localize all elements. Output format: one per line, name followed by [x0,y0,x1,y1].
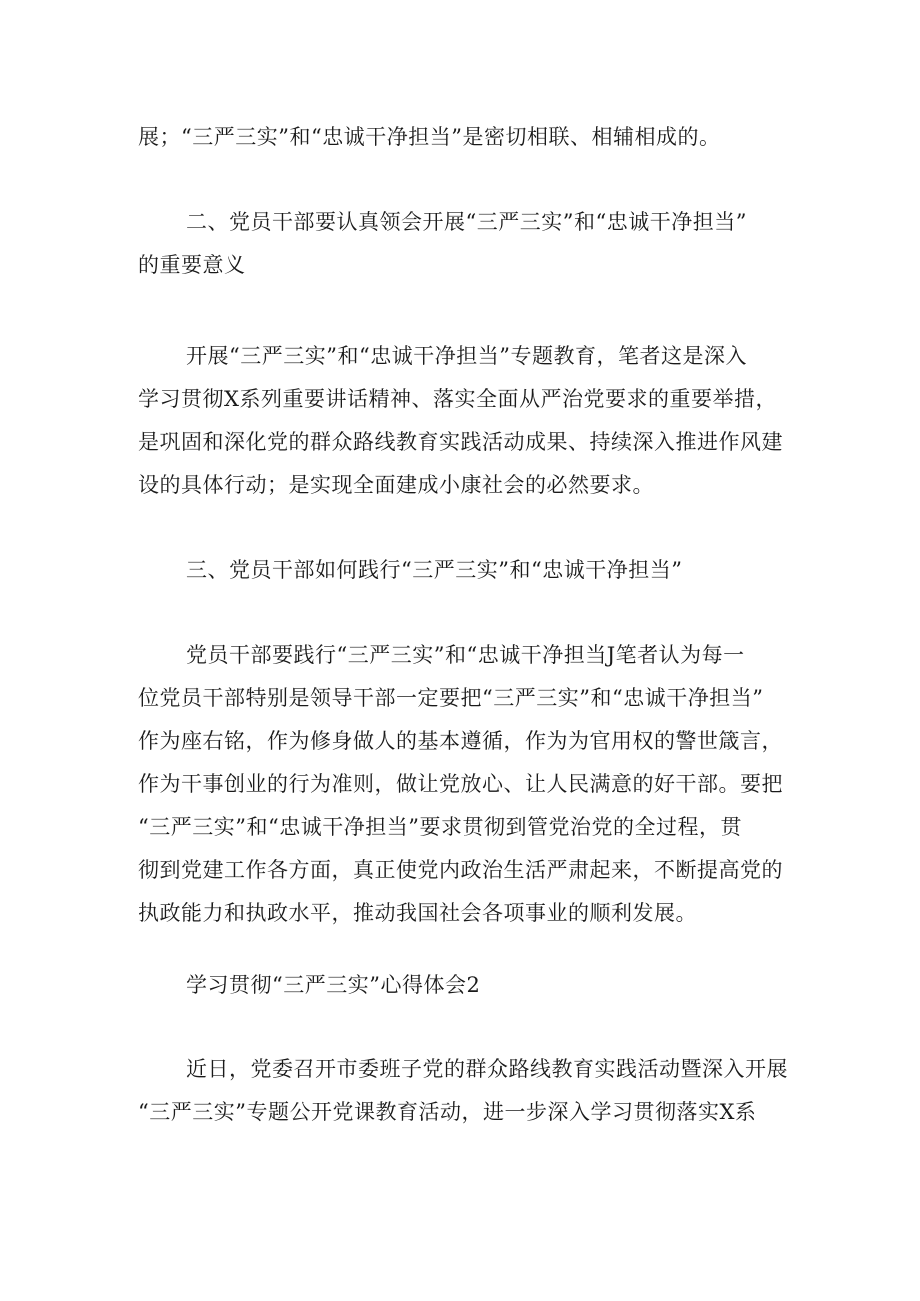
paragraph-line: 学习贯彻X系列重要讲话精神、落实全面从严治党要求的重要举措， [138,387,777,411]
paragraph-line: 设的具体行动；是实现全面建成小康社会的必然要求。 [138,473,654,497]
paragraph-line: 党员干部要践行“三严三实”和“忠诚干净担当J笔者认为每一 [186,643,745,667]
section-heading: 三、党员干部如何践行“三严三实”和“忠诚干净担当” [186,558,683,582]
section-heading: 二、党员干部要认真领会开展“三严三实”和“忠诚干净担当” [186,210,747,234]
paragraph-line: 作为座右铭，作为修身做人的基本遵循，作为为官用权的警世箴言， [138,729,783,753]
section-heading: 的重要意义 [138,253,246,277]
paragraph-line: 是巩固和深化党的群众路线教育实践活动成果、持续深入推进作风建 [138,430,783,454]
paragraph-line: “三严三实”和“忠诚干净担当”要求贯彻到管党治党的全过程，贯 [138,815,742,839]
paragraph-line: 近日，党委召开市委班子党的群众路线教育实践活动暨深入开展 [186,1057,788,1081]
paragraph-line: 执政能力和执政水平，推动我国社会各项事业的顺利发展。 [138,901,697,925]
paragraph-line: “三严三实”专题公开党课教育活动，进一步深入学习贯彻落实X系 [138,1100,757,1124]
paragraph-line: 作为干事创业的行为准则，做让党放心、让人民满意的好干部。要把 [138,772,783,796]
paragraph-line: 彻到党建工作各方面，真正使党内政治生活严肃起来，不断提高党的 [138,858,783,882]
paragraph-line: 开展“三严三实”和“忠诚干净担当”专题教育，笔者这是深入 [186,344,747,368]
section-heading: 学习贯彻“三严三实”心得体会2 [186,973,481,997]
paragraph-line: 展；“三严三实”和“忠诚干净担当”是密切相联、相辅相成的。 [138,125,721,149]
paragraph-line: 位党员干部特别是领导干部一定要把“三严三实”和“忠诚干净担当” [138,686,764,710]
